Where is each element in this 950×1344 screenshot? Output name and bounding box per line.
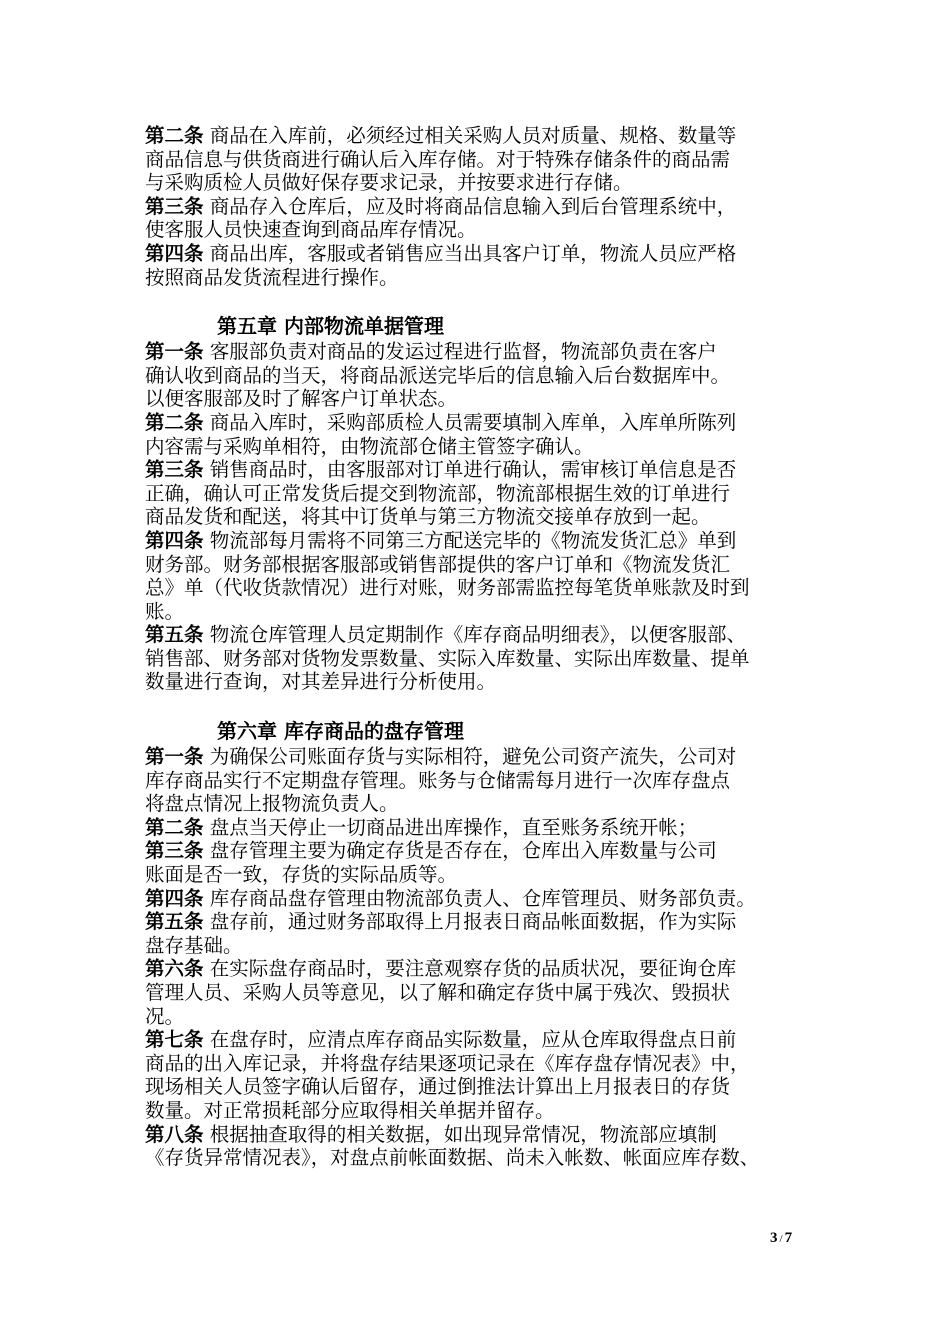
article-label: 第六条 bbox=[145, 957, 204, 981]
line-text: 盘存前，通过财务部取得上月报表日商品帐面数据，作为实际 bbox=[209, 910, 737, 934]
paragraph-line bbox=[145, 1075, 821, 1099]
line-text: 在盘存时，应清点库存商品实际数量，应从仓库取得盘点日前 bbox=[209, 1028, 737, 1052]
line-text: 以便客服部及时了解客户订单状态。 bbox=[145, 387, 458, 411]
section-gap bbox=[145, 289, 821, 313]
article-paragraph bbox=[145, 1028, 821, 1122]
article-label: 第三条 bbox=[145, 194, 204, 218]
paragraph-line bbox=[145, 148, 821, 172]
article-label: 第一条 bbox=[145, 340, 204, 364]
paragraph-line bbox=[145, 623, 821, 647]
line-text: 库存商品盘存管理由物流部负责人、仓库管理员、财务部负责。 bbox=[209, 886, 756, 910]
line-text: 财务部。财务部根据客服部或销售部提供的客户订单和《物流发货汇 bbox=[145, 552, 731, 576]
article-label: 第三条 bbox=[145, 839, 204, 863]
paragraph-line bbox=[145, 529, 821, 553]
paragraph-line bbox=[145, 242, 821, 266]
line-text: 账面是否一致，存货的实际品质等。 bbox=[145, 863, 458, 887]
line-text: 正确，确认可正常发货后提交到物流部，物流部根据生效的订单进行 bbox=[145, 481, 731, 505]
paragraph-line bbox=[145, 1028, 821, 1052]
article-label: 第四条 bbox=[145, 886, 204, 910]
article-paragraph bbox=[145, 957, 821, 1028]
line-text: 物流部每月需将不同第三方配送完毕的《物流发货汇总》单到 bbox=[209, 528, 737, 552]
article-label: 第二条 bbox=[145, 815, 204, 839]
line-text: 盘点当天停止一切商品进出库操作，直至账务系统开帐； bbox=[209, 815, 698, 839]
article-label: 第七条 bbox=[145, 1028, 204, 1052]
line-text: 使客服人员快速查询到商品库存情况。 bbox=[145, 218, 477, 242]
paragraph-line bbox=[145, 505, 821, 529]
line-text: 现场相关人员签字确认后留存，通过倒推法计算出上月报表日的存货 bbox=[145, 1075, 731, 1099]
line-text: 数量进行查询，对其差异进行分析使用。 bbox=[145, 670, 497, 694]
line-text: 商品信息与供货商进行确认后入库存储。对于特殊存储条件的商品需 bbox=[145, 147, 731, 171]
line-text: 按照商品发货流程进行操作。 bbox=[145, 265, 399, 289]
line-text: 将盘点情况上报物流负责人。 bbox=[145, 792, 399, 816]
article-paragraph bbox=[145, 623, 821, 694]
article-paragraph bbox=[145, 816, 821, 840]
paragraph-line bbox=[145, 458, 821, 482]
line-text: 总》单（代收货款情况）进行对账，财务部需监控每笔货单账款及时到 bbox=[145, 576, 750, 600]
paragraph-line bbox=[145, 670, 821, 694]
line-text: 盘存管理主要为确定存货是否存在，仓库出入库数量与公司 bbox=[209, 839, 717, 863]
paragraph-line bbox=[145, 124, 821, 148]
article-label: 第二条 bbox=[145, 410, 204, 434]
article-paragraph bbox=[145, 910, 821, 957]
paragraph-line bbox=[145, 340, 821, 364]
line-text: 盘存基础。 bbox=[145, 933, 243, 957]
paragraph-line bbox=[145, 647, 821, 671]
line-text: 库存商品实行不定期盘存管理。账务与仓储需每月进行一次库存盘点 bbox=[145, 768, 731, 792]
paragraph-line bbox=[145, 792, 821, 816]
line-text: 物流仓库管理人员定期制作《库存商品明细表》，以便客服部、 bbox=[209, 623, 746, 647]
line-text: 管理人员、采购人员等意见，以了解和确定存货中属于残次、毁损状 bbox=[145, 981, 731, 1004]
article-paragraph bbox=[145, 195, 821, 242]
article-paragraph bbox=[145, 887, 821, 911]
paragraph-line bbox=[145, 934, 821, 958]
article-label: 第四条 bbox=[145, 528, 204, 552]
line-text: 为确保公司账面存货与实际相符，避免公司资产流失，公司对 bbox=[209, 745, 737, 769]
paragraph-line bbox=[145, 1005, 821, 1029]
article-paragraph bbox=[145, 340, 821, 411]
line-text: 在实际盘存商品时，要注意观察存货的品质状况，要征询仓库 bbox=[209, 957, 737, 981]
article-paragraph bbox=[145, 529, 821, 623]
paragraph-line bbox=[145, 769, 821, 793]
paragraph-line bbox=[145, 816, 821, 840]
paragraph-line bbox=[145, 218, 821, 242]
paragraph-line bbox=[145, 745, 821, 769]
article-label: 第一条 bbox=[145, 745, 204, 769]
line-text: 内容需与采购单相符，由物流部仓储主管签字确认。 bbox=[145, 434, 594, 458]
paragraph-line bbox=[145, 839, 821, 863]
article-label: 第五条 bbox=[145, 623, 204, 647]
line-text: 《存货异常情况表》，对盘点前帐面数据、尚未入帐数、帐面应库存数、 bbox=[145, 1146, 760, 1170]
paragraph-line bbox=[145, 171, 821, 195]
paragraph-line bbox=[145, 576, 821, 600]
paragraph-line bbox=[145, 482, 821, 506]
line-text: 销售商品时，由客服部对订单进行确认，需审核订单信息是否 bbox=[209, 458, 737, 482]
document-body bbox=[145, 124, 821, 1170]
article-paragraph bbox=[145, 839, 821, 886]
paragraph-line bbox=[145, 195, 821, 219]
paragraph-line bbox=[145, 553, 821, 577]
line-text: 商品存入仓库后，应及时将商品信息输入到后台管理系统中， bbox=[209, 194, 737, 218]
paragraph-line bbox=[145, 981, 821, 1005]
chapter-heading: 第六章 库存商品的盘存管理 bbox=[217, 719, 464, 744]
article-paragraph bbox=[145, 124, 821, 195]
page-current: 3 bbox=[770, 1230, 778, 1246]
paragraph-line bbox=[145, 957, 821, 981]
line-text: 销售部、财务部对货物发票数量、实际入库数量、实际出库数量、提单 bbox=[145, 646, 750, 670]
article-paragraph bbox=[145, 242, 821, 289]
line-text: 与采购质检人员做好保存要求记录，并按要求进行存储。 bbox=[145, 171, 633, 195]
article-paragraph bbox=[145, 411, 821, 458]
article-label: 第二条 bbox=[145, 124, 204, 147]
article-paragraph bbox=[145, 745, 821, 816]
paragraph-line bbox=[145, 863, 821, 887]
paragraph-line bbox=[145, 266, 821, 290]
line-text: 商品的出入库记录，并将盘存结果逐项记录在《库存盘存情况表》中， bbox=[145, 1051, 750, 1075]
paragraph-line bbox=[145, 1099, 821, 1123]
article-label: 第五条 bbox=[145, 910, 204, 934]
article-paragraph bbox=[145, 458, 821, 529]
paragraph-line bbox=[145, 435, 821, 459]
paragraph-line bbox=[145, 1146, 821, 1170]
line-text: 商品发货和配送，将其中订货单与第三方物流交接单存放到一起。 bbox=[145, 505, 711, 529]
section-gap bbox=[145, 694, 821, 718]
line-text: 根据抽查取得的相关数据，如出现异常情况，物流部应填制 bbox=[209, 1122, 717, 1146]
paragraph-line bbox=[145, 910, 821, 934]
article-paragraph bbox=[145, 1123, 821, 1170]
paragraph-line bbox=[145, 387, 821, 411]
line-text: 商品在入库前，必须经过相关采购人员对质量、规格、数量等 bbox=[209, 124, 737, 147]
paragraph-line bbox=[145, 600, 821, 624]
article-label: 第八条 bbox=[145, 1122, 204, 1146]
article-label: 第四条 bbox=[145, 241, 204, 265]
line-text: 况。 bbox=[145, 1004, 185, 1028]
paragraph-line bbox=[145, 1052, 821, 1076]
chapter-heading: 第五章 内部物流单据管理 bbox=[217, 314, 444, 339]
page-total: 7 bbox=[784, 1230, 793, 1246]
page-separator: / bbox=[779, 1233, 783, 1245]
paragraph-line bbox=[145, 887, 821, 911]
page-number bbox=[770, 1230, 792, 1247]
line-text: 客服部负责对商品的发运过程进行监督，物流部负责在客户 bbox=[209, 340, 717, 364]
line-text: 确认收到商品的当天，将商品派送完毕后的信息输入后台数据库中。 bbox=[145, 363, 731, 387]
paragraph-line bbox=[145, 411, 821, 435]
paragraph-line bbox=[145, 1123, 821, 1147]
line-text: 账。 bbox=[145, 599, 185, 623]
line-text: 数量。对正常损耗部分应取得相关单据并留存。 bbox=[145, 1098, 555, 1122]
line-text: 商品出库，客服或者销售应当出具客户订单，物流人员应严格 bbox=[209, 241, 737, 265]
article-label: 第三条 bbox=[145, 458, 204, 482]
paragraph-line bbox=[145, 364, 821, 388]
line-text: 商品入库时，采购部质检人员需要填制入库单，入库单所陈列 bbox=[209, 410, 737, 434]
